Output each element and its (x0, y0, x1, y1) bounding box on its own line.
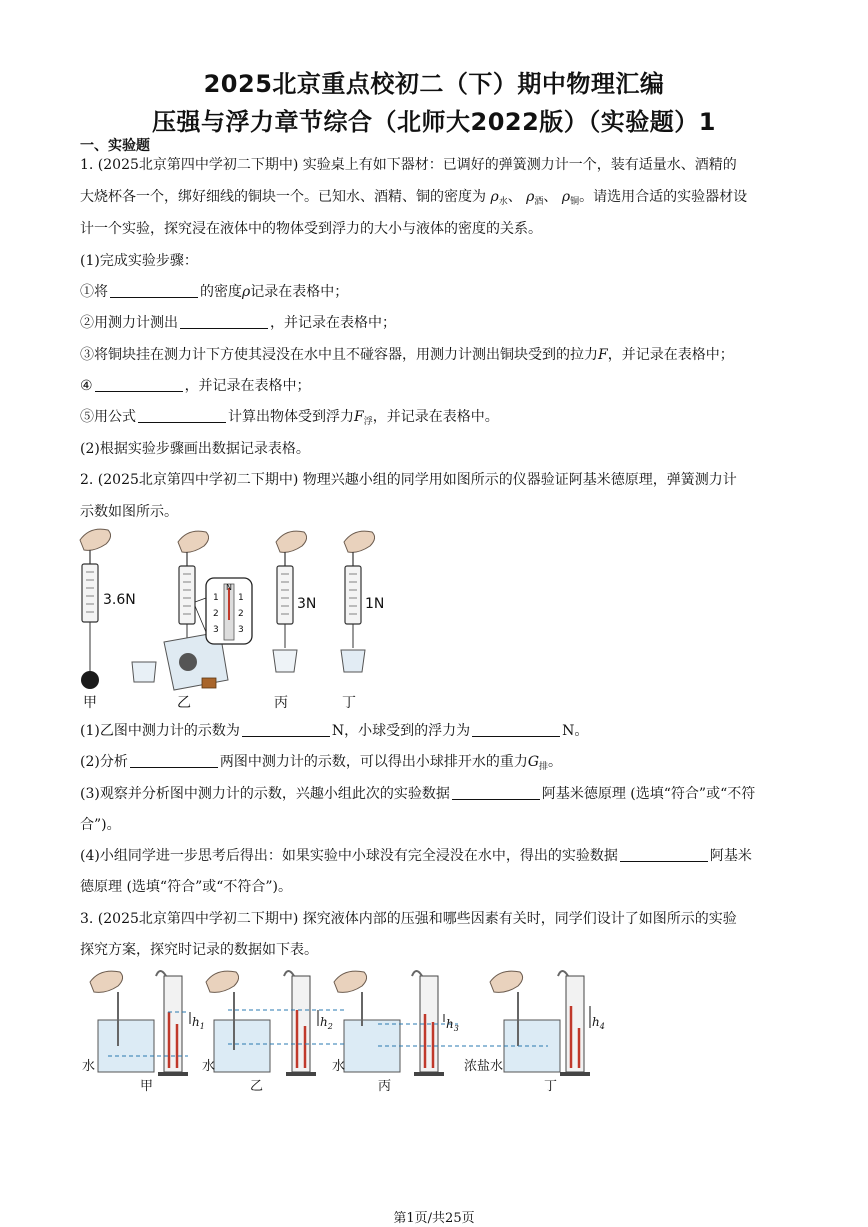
q1-paragraph-line-2: 大烧杯各一个，绑好细线的铜块一个。已知水、酒精、铜的密度为 $\rho_水$、 $\rho_酒$、 $\rho_铜$。请选用合适的实验器材设 (80, 189, 748, 207)
reading-jia: 3.6N (103, 592, 136, 608)
zoom-unit: N (226, 583, 232, 592)
zoom-tick-2: 2 (213, 609, 219, 619)
zoom-tick-3: 3 (213, 625, 219, 635)
q1-step-5: ⑤用公式 计算出物体受到浮力$F_浮$，并记录在表格中。 (80, 409, 499, 427)
section-heading: 一、实验题 (80, 138, 150, 154)
q1-step-4: ④ ，并记录在表格中； (80, 378, 311, 394)
q2-part-3-cont: 合”)。 (80, 817, 121, 833)
q1-step-intro: (1)完成实验步骤： (80, 253, 198, 269)
answer-blank[interactable] (130, 753, 218, 768)
liquid-label-jia: 水 (82, 1059, 96, 1074)
q2-part-2: (2)分析 两图中测力计的示数，可以得出小球排开水的重力$G_排$。 (80, 754, 563, 772)
height-label-2: $h_2$ (320, 1015, 333, 1031)
q1-part-2: (2)根据实验步骤画出数据记录表格。 (80, 441, 310, 457)
liquid-label-yi: 水 (202, 1059, 216, 1074)
reading-bing: 3N (297, 596, 317, 612)
q1-paragraph-line-1: 1. (2025北京第四中学初二下期中) 实验桌上有如下器材：已调好的弹簧测力计一个，装有适量水、酒精的 (80, 157, 737, 173)
q3-paragraph-line-2: 探究方案，探究时记录的数据如下表。 (80, 942, 318, 958)
q2-part-4: (4)小组同学进一步思考后得出：如果实验中小球没有完全浸没在水中，得出的实验数据 阿基米 (80, 848, 752, 864)
q2-part-1: (1)乙图中测力计的示数为 N，小球受到的浮力为 N。 (80, 723, 589, 739)
zoom-tick-2-right: 2 (238, 609, 244, 619)
title-line-2: 压强与浮力章节综合（北师大2022版）（实验题）1 (152, 108, 716, 136)
reading-ding: 1N (365, 596, 385, 612)
fig-label-ding: 丁 (544, 1079, 558, 1094)
answer-blank[interactable] (110, 283, 198, 298)
q2-part-3: (3)观察并分析图中测力计的示数，兴趣小组此次的实验数据 阿基米德原理 (选填“符合”或“不符 (80, 786, 756, 802)
q3-figure (78, 962, 618, 1094)
q2-paragraph-line-1: 2. (2025北京第四中学初二下期中) 物理兴趣小组的同学用如图所示的仪器验证阿基米德原理，弹簧测力计 (80, 472, 737, 488)
title-line-1: 2025北京重点校初二（下）期中物理汇编 (203, 70, 665, 98)
fig-label-yi: 乙 (177, 695, 191, 711)
fig-label-yi: 乙 (250, 1079, 264, 1094)
q3-paragraph-line-1: 3. (2025北京第四中学初二下期中) 探究液体内部的压强和哪些因素有关时，同学们设计了如图所示的实验 (80, 911, 737, 927)
height-label-4: $h_4$ (592, 1015, 605, 1031)
fig-label-jia: 甲 (140, 1079, 154, 1094)
q2-paragraph-line-2: 示数如图所示。 (80, 504, 178, 520)
zoom-tick-1-right: 1 (238, 593, 244, 603)
height-label-1: $h_1$ (192, 1015, 205, 1031)
q1-step-2: ②用测力计测出 ，并记录在表格中； (80, 315, 396, 331)
answer-blank[interactable] (138, 408, 226, 423)
answer-blank[interactable] (452, 785, 540, 800)
fig-label-bing: 丙 (274, 695, 288, 711)
answer-blank[interactable] (95, 377, 183, 392)
q2-part-4-cont: 德原理 (选填“符合”或“不符合”)。 (80, 879, 293, 895)
liquid-label-ding: 浓盐水 (464, 1059, 504, 1074)
fig-label-bing: 丙 (378, 1079, 392, 1094)
answer-blank[interactable] (242, 722, 330, 737)
q1-step-1: ①将 的密度ρ记录在表格中； (80, 284, 349, 300)
fig-label-ding: 丁 (342, 695, 356, 711)
answer-blank[interactable] (472, 722, 560, 737)
zoom-tick-1: 1 (213, 593, 219, 603)
height-label-3: $h_3$ (446, 1017, 459, 1033)
page-footer: 第1页/共25页 (393, 1211, 475, 1226)
liquid-label-bing: 水 (332, 1059, 346, 1074)
q1-paragraph-line-3: 计一个实验，探究浸在液体中的物体受到浮力的大小与液体的密度的关系。 (80, 221, 542, 237)
answer-blank[interactable] (180, 314, 268, 329)
zoom-tick-3-right: 3 (238, 625, 244, 635)
q1-step-3: ③将铜块挂在测力计下方使其浸没在水中且不碰容器，用测力计测出铜块受到的拉力F，并记录在表格中； (80, 347, 734, 363)
answer-blank[interactable] (620, 847, 708, 862)
fig-label-jia: 甲 (83, 695, 97, 711)
q2-figure (70, 522, 410, 712)
